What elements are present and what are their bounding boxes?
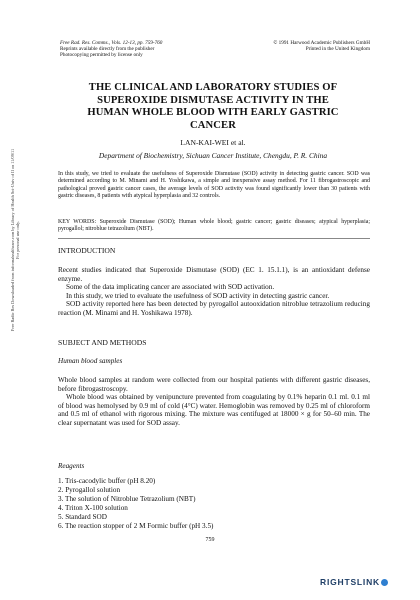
introduction-heading: INTRODUCTION (58, 246, 116, 255)
article-title (58, 82, 368, 132)
list-item: 6. The reaction stopper of 2 M Formic buffer (pH 3.5) (58, 522, 214, 530)
download-notice-sidebar (2, 90, 28, 390)
running-header (60, 40, 370, 58)
methods-heading: SUBJECT AND METHODS (58, 338, 147, 347)
copyright-line: © 1991 Harwood Academic Publishers GmbH (273, 40, 370, 46)
list-item: 3. The solution of Nitroblue Tetrazolium (NBT) (58, 495, 196, 503)
paragraph: Some of the data implicating cancer are associated with SOD activation. (66, 283, 275, 292)
printed-line: Printed in the United Kingdom (305, 46, 370, 52)
affiliation: Department of Biochemistry, Sichuan Cancer Institute, Chengdu, P. R. China (98, 151, 328, 160)
photocopying-note: Photocopying permitted by license only (60, 52, 143, 58)
paragraph: Whole blood was obtained by venipuncture prevented from coagulating by 0.1% heparin 0.1 ml. 0.1 ml of blood was hemolysed by 0.9 ml of cold (4°C) water. Hemoglobin was removed by 0.25 ml of chloroform and 0.5 ml of ethanol with rigorous mixing. The mixture was centifuged at 18000 × g for 50–60 min. The clear supernatant was used for SOD assay. (58, 393, 370, 427)
journal-citation-text: Free Rad. Res. Comms., Vols. 12-13, pp. 759-760 (60, 40, 163, 46)
paragraph: In this study, we tried to evaluate the usefulness of SOD activity in detecting gastric cancer. (66, 291, 330, 300)
rightslink-dot-icon (381, 579, 388, 586)
list-item: 2. Pyrogallol solution (58, 486, 121, 494)
methods-subheading: Human blood samples (58, 357, 123, 365)
rightslink-logo[interactable] (320, 572, 412, 586)
list-item: 1. Tris-cacodylic buffer (pH 8.20) (58, 477, 156, 485)
paragraph: Whole blood samples at random were collected from our hospital patients with different gastric diseases, before fibrogastroscopy. (58, 376, 370, 393)
title-line: SUPEROXIDE DISMUTASE ACTIVITY IN THE (97, 94, 329, 106)
title-line: THE CLINICAL AND LABORATORY STUDIES OF (88, 82, 338, 93)
list-item: 4. Triton X-100 solution (58, 504, 128, 512)
header-right (230, 40, 370, 52)
page-number: 759 (205, 537, 215, 543)
methods-body (58, 376, 370, 428)
authors: LAN-KAI-WEI et al. (180, 138, 246, 147)
reprints-note: Reprints available directly from the publisher (60, 46, 155, 52)
rightslink-logo-text: RIGHTSLINK (320, 577, 380, 587)
keywords-text: Superoxide Dismutase (SOD); Human whole blood; gastric cancer; gastric diseases; atypical hyperplasia; pyrogallol; nitroblue tetrazolium (NBT). (58, 219, 370, 233)
divider (58, 238, 370, 239)
reagents-heading: Reagents (58, 462, 85, 470)
title-line: HUMAN WHOLE BLOOD WITH EARLY GASTRIC (87, 107, 339, 119)
download-notice-line: Free Radic Res Downloaded from informahealthcare.com by Library of Health Sci-Univ of Il on 11/09/11 (9, 148, 15, 332)
download-notice-line: For personal use only. (15, 221, 20, 259)
reagents-list (58, 477, 370, 531)
keywords-label: KEY WORDS: (58, 219, 97, 225)
header-left (60, 40, 210, 58)
list-item: 5. Standard SOD (58, 513, 107, 521)
introduction-body (58, 266, 370, 318)
paragraph: Recent studies indicated that Superoxide Dismutase (SOD) (EC 1. 15.1.1), is an antioxidant defense enzyme. (58, 266, 370, 283)
download-notice-text (10, 149, 20, 331)
keywords (58, 219, 370, 234)
title-line: CANCER (190, 119, 236, 131)
paragraph: SOD activity reported here has been detected by pyrogallol autooxidation nitroblue tetrazolium reducing reaction (M. Minami and H. Yoshikawa 1978). (58, 300, 370, 317)
abstract: In this study, we tried to evaluate the usefulness of Superoxide Dismutase (SOD) activity in detecting gastric cancer. SOD was determined according to M. Minami and H. Yoshikawa, a simple and inexpensive assay method. For 11 fibrogastroscopic and pathological proved gastric cancer cases, the average levels of SOD activity was found significantly lower than 30 patients with gastric diseases, 8 patients with atypical hyperplasia and 32 controls. (58, 171, 370, 199)
